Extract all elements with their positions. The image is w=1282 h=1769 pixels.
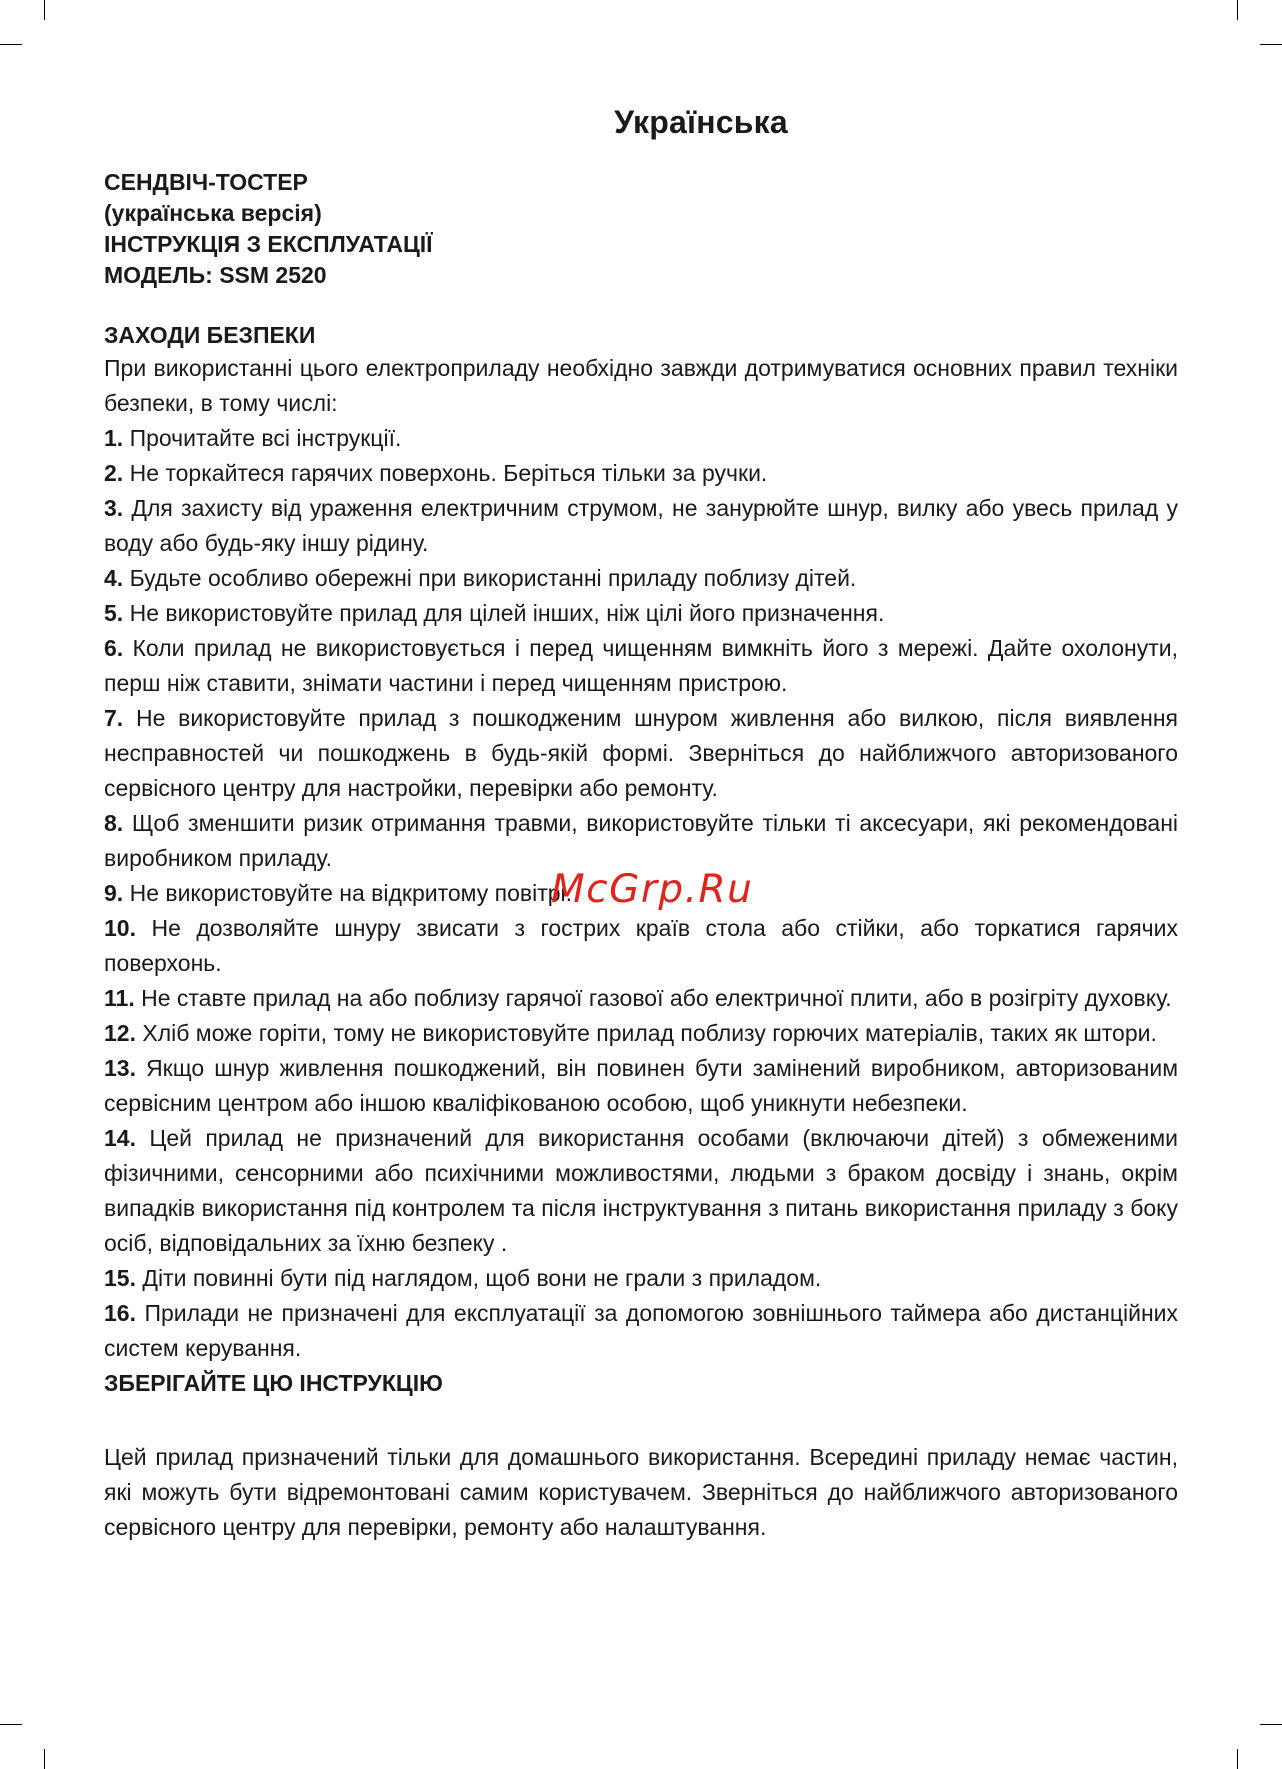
crop-mark: [1260, 1724, 1282, 1725]
crop-mark: [0, 44, 22, 45]
safety-item: 14. Цей прилад не призначений для використання особами (включаючи дітей) з обмеженими фізичними, сенсорними або психічними можливостями, людьми з браком досвіду і знань, окрім випадків використання під контролем та після інструктування з питань використання приладу з боку осіб, відповідальних за їхню безпеку .: [104, 1125, 1179, 1256]
watermark: McGrp.Ru: [551, 867, 754, 912]
closing-paragraph: Цей прилад призначений тільки для домашнього використання. Всередині приладу немає частин, які можуть бути відремонтовані самим користувачем. Зверніться до найближчого авторизованого сервісного центру для перевірки, ремонту або налаштування.: [104, 1444, 1178, 1540]
safety-intro: При використанні цього електроприладу необхідно завжди дотримуватися основних правил техніки безпеки, в тому числі:: [104, 355, 1178, 416]
manual-title: ІНСТРУКЦІЯ З ЕКСПЛУАТАЦІЇ: [104, 231, 433, 257]
crop-mark: [44, 1749, 45, 1769]
document-page: [104, 104, 1178, 1545]
safety-item: 10. Не дозволяйте шнуру звисати з гострих країв стола або стійки, або торкатися гарячих поверхонь.: [104, 915, 1178, 976]
crop-mark: [1237, 0, 1238, 20]
safety-item: 8. Щоб зменшити ризик отримання травми, використовуйте тільки ті аксесуари, які рекомендовані виробником приладу.: [104, 810, 1179, 871]
language-title: Українська: [614, 104, 788, 140]
safety-item: 7. Не використовуйте прилад з пошкодженим шнуром живлення або вилкою, після виявлення несправностей чи пошкоджень в будь-якій формі. Зверніться до найближчого авторизованого сервісного центру для настройки, перевірки або ремонту.: [104, 705, 1178, 801]
save-instructions-heading: ЗБЕРІГАЙТЕ ЦЮ ІНСТРУКЦІЮ: [104, 1370, 443, 1396]
safety-item: 9. Не використовуйте на відкритому повітрі.: [104, 880, 573, 906]
model-label: МОДЕЛЬ: SSM 2520: [104, 262, 327, 288]
crop-mark: [1237, 1749, 1238, 1769]
safety-item: 6. Коли прилад не використовується і перед чищенням вимкніть його з мережі. Дайте охолонути, перш ніж ставити, знімати частини і перед чищенням пристрою.: [104, 635, 1179, 696]
document-header: [104, 167, 1178, 291]
safety-item: 1. Прочитайте всі інструкції.: [104, 425, 402, 451]
safety-item: 15. Діти повинні бути під наглядом, щоб вони не грали з приладом.: [104, 1265, 822, 1291]
safety-item: 2. Не торкайтеся гарячих поверхонь. Беріться тільки за ручки.: [104, 460, 768, 486]
crop-mark: [44, 0, 45, 20]
safety-item: 13. Якщо шнур живлення пошкоджений, він повинен бути замінений виробником, авторизованим сервісним центром або іншою кваліфікованою особою, щоб уникнути небезпеки.: [104, 1055, 1179, 1116]
crop-mark: [0, 1724, 22, 1725]
safety-item: 16. Прилади не призначені для експлуатації за допомогою зовнішнього таймера або дистанційних систем керування.: [104, 1300, 1179, 1361]
safety-item: 4. Будьте особливо обережні при використанні приладу поблизу дітей.: [104, 565, 857, 591]
safety-item: 11. Не ставте прилад на або поблизу гарячої газової або електричної плити, або в розігріту духовку.: [104, 985, 1172, 1011]
version-label: (українська версія): [104, 200, 322, 226]
crop-mark: [1260, 44, 1282, 45]
safety-item: 3. Для захисту від ураження електричним струмом, не занурюйте шнур, вилку або увесь прилад у воду або будь-яку іншу рідину.: [104, 495, 1178, 556]
safety-item: 12. Хліб може горіти, тому не використовуйте прилад поблизу горючих матеріалів, таких як штори.: [104, 1020, 1157, 1046]
safety-item: 5. Не використовуйте прилад для цілей інших, ніж цілі його призначення.: [104, 600, 885, 626]
product-name: СЕНДВІЧ-ТОСТЕР: [104, 169, 308, 195]
safety-heading: ЗАХОДИ БЕЗПЕКИ: [104, 322, 316, 348]
